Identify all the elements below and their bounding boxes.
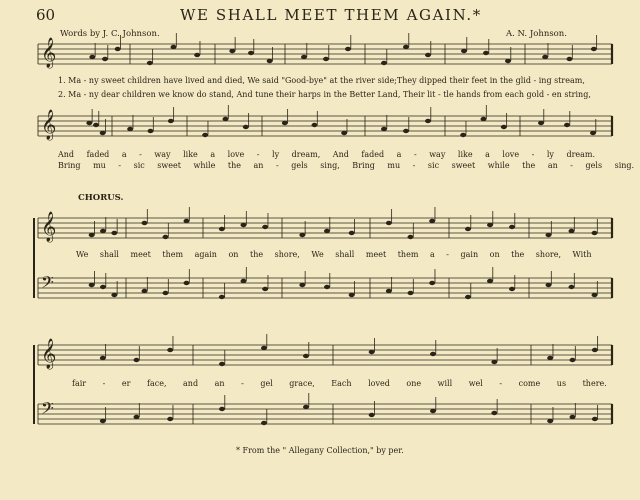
note-head	[546, 233, 552, 237]
note-head	[567, 57, 573, 61]
chorus-line-1: We shall meet them again on the shore, We shall meet them a - gain on the shore, With	[76, 250, 592, 259]
note-head	[408, 291, 414, 295]
note-head	[100, 356, 106, 360]
footnote: * From the " Allegany Collection," by per.	[236, 446, 404, 455]
note-head	[408, 235, 414, 239]
note-head	[111, 293, 117, 297]
note-head	[487, 223, 493, 227]
note-head	[509, 287, 515, 291]
note-head	[243, 125, 249, 129]
note-head	[194, 53, 200, 57]
note-head	[261, 421, 267, 425]
note-head	[148, 129, 154, 133]
clefs	[41, 37, 56, 422]
note-head	[323, 57, 329, 61]
note-head	[324, 285, 330, 289]
verse-1-system-2: And faded a - way like a love - ly dream, And faded a - way like a love - ly dream.	[58, 150, 596, 159]
note-head	[546, 283, 552, 287]
note-head	[303, 354, 309, 358]
note-head	[465, 227, 471, 231]
note-head	[167, 348, 173, 352]
note-head	[381, 127, 387, 131]
note-head	[229, 49, 235, 53]
note-head	[111, 231, 117, 235]
note-head	[219, 362, 225, 366]
note-head	[386, 221, 392, 225]
note-head	[142, 289, 148, 293]
note-head	[262, 287, 268, 291]
note-head	[299, 233, 305, 237]
note-head	[547, 419, 553, 423]
note-head	[460, 133, 466, 137]
song-title: WE SHALL MEET THEM AGAIN.*	[180, 6, 482, 24]
note-head	[142, 221, 148, 225]
note-head	[505, 59, 511, 63]
note-head	[487, 279, 493, 283]
note-head	[381, 61, 387, 65]
note-head	[592, 348, 598, 352]
treble-clef-icon: 𝄞	[41, 212, 57, 242]
verse-2-system-2: Bring mu - sic sweet while the an - gels sing, Bring mu - sic sweet while the an - gels sing.	[58, 161, 635, 170]
note-head	[430, 352, 436, 356]
music-credit: A. N. Johnson.	[506, 29, 567, 39]
chorus-label: CHORUS.	[78, 193, 124, 203]
note-head	[134, 415, 140, 419]
note-head	[147, 61, 153, 65]
note-head	[248, 51, 254, 55]
note-head	[299, 283, 305, 287]
note-head	[134, 358, 140, 362]
note-head	[349, 231, 355, 235]
note-head	[115, 47, 121, 51]
chorus-line-2: fair - er face, and an - gel grace, Each loved one will wel - come us there.	[72, 379, 607, 388]
note-head	[184, 219, 190, 223]
note-head	[564, 123, 570, 127]
note-head	[592, 417, 598, 421]
note-head	[102, 57, 108, 61]
note-head	[127, 127, 133, 131]
note-head	[569, 229, 575, 233]
note-head	[168, 119, 174, 123]
note-head	[483, 51, 489, 55]
note-head	[100, 285, 106, 289]
note-head	[341, 131, 347, 135]
treble-clef-icon: 𝄞	[41, 38, 57, 68]
note-head	[324, 229, 330, 233]
note-head	[491, 360, 497, 364]
note-head	[369, 350, 375, 354]
note-head	[538, 121, 544, 125]
note-head	[89, 233, 95, 237]
note-head	[403, 45, 409, 49]
note-head	[590, 131, 596, 135]
note-head	[425, 53, 431, 57]
note-head	[93, 123, 99, 127]
note-head	[369, 413, 375, 417]
note-head	[403, 129, 409, 133]
note-head	[267, 59, 273, 63]
note-head	[219, 407, 225, 411]
note-head	[481, 117, 487, 121]
note-head	[89, 283, 95, 287]
note-head	[262, 225, 268, 229]
note-head	[100, 131, 106, 135]
note-head	[163, 291, 169, 295]
verse-1-system-1: 1. Ma - ny sweet children have lived and died, We said "Good-bye" at the river side;They dipped their feet in the glid - ing stream,	[58, 76, 585, 85]
note-head	[425, 119, 431, 123]
note-head	[163, 235, 169, 239]
note-head	[167, 417, 173, 421]
note-head	[429, 281, 435, 285]
note-head	[592, 293, 598, 297]
note-head	[386, 289, 392, 293]
note-head	[261, 346, 267, 350]
treble-clef-icon: 𝄞	[41, 110, 57, 140]
note-head	[591, 47, 597, 51]
note-head	[461, 49, 467, 53]
note-head	[349, 293, 355, 297]
bass-clef-icon: 𝄢	[41, 272, 54, 296]
note-head	[509, 225, 515, 229]
note-head	[282, 121, 288, 125]
note-head	[100, 419, 106, 423]
note-head	[301, 55, 307, 59]
note-head	[491, 411, 497, 415]
note-head	[89, 55, 95, 59]
bass-clef-icon: 𝄢	[41, 398, 54, 422]
note-head	[223, 117, 229, 121]
note-head	[241, 223, 247, 227]
note-head	[501, 125, 507, 129]
note-head	[303, 405, 309, 409]
note-head	[241, 279, 247, 283]
note-head	[219, 227, 225, 231]
note-head	[542, 55, 548, 59]
note-head	[570, 415, 576, 419]
note-head	[219, 295, 225, 299]
page-number: 60	[36, 6, 56, 24]
note-head	[570, 358, 576, 362]
note-head	[429, 219, 435, 223]
note-head	[86, 121, 92, 125]
note-head	[465, 295, 471, 299]
note-head	[171, 45, 177, 49]
note-head	[184, 281, 190, 285]
note-head	[202, 133, 208, 137]
note-head	[345, 47, 351, 51]
treble-clef-icon: 𝄞	[41, 339, 57, 369]
verse-2-system-1: 2. Ma - ny dear children we know do stand, And tune their harps in the Better Land, Their lit - tle hands from each gold - en string,	[58, 90, 591, 99]
note-head	[547, 356, 553, 360]
note-head	[100, 229, 106, 233]
note-head	[569, 285, 575, 289]
staves	[34, 44, 612, 424]
words-credit: Words by J. C. Johnson.	[60, 29, 160, 39]
note-head	[312, 123, 318, 127]
note-head	[430, 409, 436, 413]
note-head	[592, 231, 598, 235]
